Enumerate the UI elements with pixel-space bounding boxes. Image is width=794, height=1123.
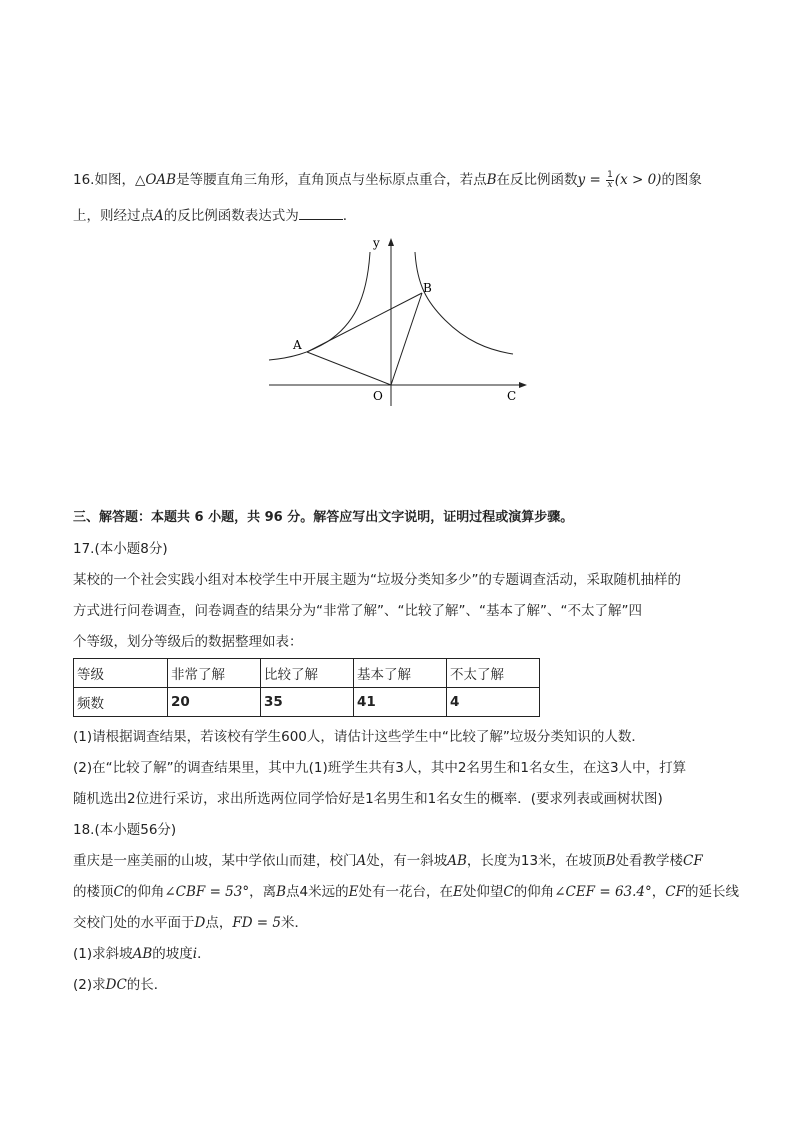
label-B: B bbox=[423, 281, 432, 295]
table-cell: 4 bbox=[447, 688, 540, 717]
hyperbola-figure bbox=[255, 230, 545, 410]
label-O: O bbox=[373, 389, 383, 403]
q18-line1: 重庆是一座美丽的山坡，某中学依山而建，校门A处，有一斜坡AB，长度为13米，在坡顶B处看教学楼CF bbox=[73, 853, 703, 869]
q18-title: 18.(本小题56分) bbox=[73, 822, 177, 838]
q17-paragraph-line3: 个等级，划分等级后的数据整理如表： bbox=[73, 634, 303, 650]
table-cell: 基本了解 bbox=[354, 659, 447, 688]
q17-sub2-line1: (2)在“比较了解”的调查结果里，其中九(1)班学生共有3人，其中2名男生和1名女生，在这3人中，打算 bbox=[73, 760, 687, 776]
q16-number: 16. bbox=[73, 172, 95, 188]
q18-line2: 的楼顶C的仰角∠CBF = 53°，离B点4米远的E处有一花台，在E处仰望C的仰角∠CEF = 63.4°，CF的延长线 bbox=[73, 884, 739, 900]
grade-table bbox=[73, 658, 540, 717]
q18-sub1: (1)求斜坡AB的坡度i． bbox=[73, 946, 211, 962]
section-heading: 三、解答题：本题共 6 小题，共 96 分。解答应写出文字说明，证明过程或演算步骤。 bbox=[73, 510, 574, 525]
q17-sub1: (1)请根据调查结果，若该校有学生600人，请估计这些学生中“比较了解”垃圾分类知识的人数． bbox=[73, 729, 645, 745]
table-cell: 35 bbox=[261, 688, 354, 717]
q17-sub2-line2: 随机选出2位进行采访，求出所选两位同学恰好是1名男生和1名女生的概率．(要求列表或画树状图) bbox=[73, 791, 663, 807]
fraction-1-over-x: $\frac{1}{x}$ bbox=[607, 169, 613, 190]
hyperbola-right-branch bbox=[415, 252, 513, 354]
table-cell: 41 bbox=[354, 688, 447, 717]
table-cell: 等级 bbox=[74, 659, 168, 688]
table-cell: 20 bbox=[168, 688, 261, 717]
segment-OA bbox=[307, 352, 391, 385]
q17-paragraph-line2: 方式进行问卷调查，问卷调查的结果分为“非常了解”、“比较了解”、“基本了解”、“不太了解”四 bbox=[73, 603, 642, 619]
q18-line3: 交校门处的水平面于D点，FD = 5米． bbox=[73, 915, 309, 931]
table-cell: 非常了解 bbox=[168, 659, 261, 688]
hyperbola-left-branch bbox=[269, 252, 370, 360]
table-cell: 比较了解 bbox=[261, 659, 354, 688]
y-axis-arrow bbox=[388, 238, 394, 246]
label-y: y bbox=[373, 236, 380, 250]
table-cell: 不太了解 bbox=[447, 659, 540, 688]
label-A: A bbox=[293, 338, 302, 352]
answer-blank bbox=[299, 206, 343, 220]
q17-title: 17.(本小题8分) bbox=[73, 541, 168, 557]
q17-paragraph-line1: 某校的一个社会实践小组对本校学生中开展主题为“垃圾分类知多少”的专题调查活动，采取随机抽样的 bbox=[73, 572, 681, 588]
q16-line2: 上，则经过点A的反比例函数表达式为 . bbox=[73, 208, 348, 224]
table-row bbox=[74, 688, 540, 717]
table-row bbox=[74, 659, 540, 688]
table-cell: 频数 bbox=[74, 688, 168, 717]
label-C: C bbox=[507, 389, 517, 403]
x-axis-arrow bbox=[519, 382, 527, 388]
q16-line1: 16.如图，△OAB是等腰直角三角形，直角顶点与坐标原点重合，若点B在反比例函数y = $\frac{1}{x}$ (x > 0)的图象 bbox=[73, 169, 702, 190]
q18-sub2: (2)求DC的长． bbox=[73, 977, 168, 993]
